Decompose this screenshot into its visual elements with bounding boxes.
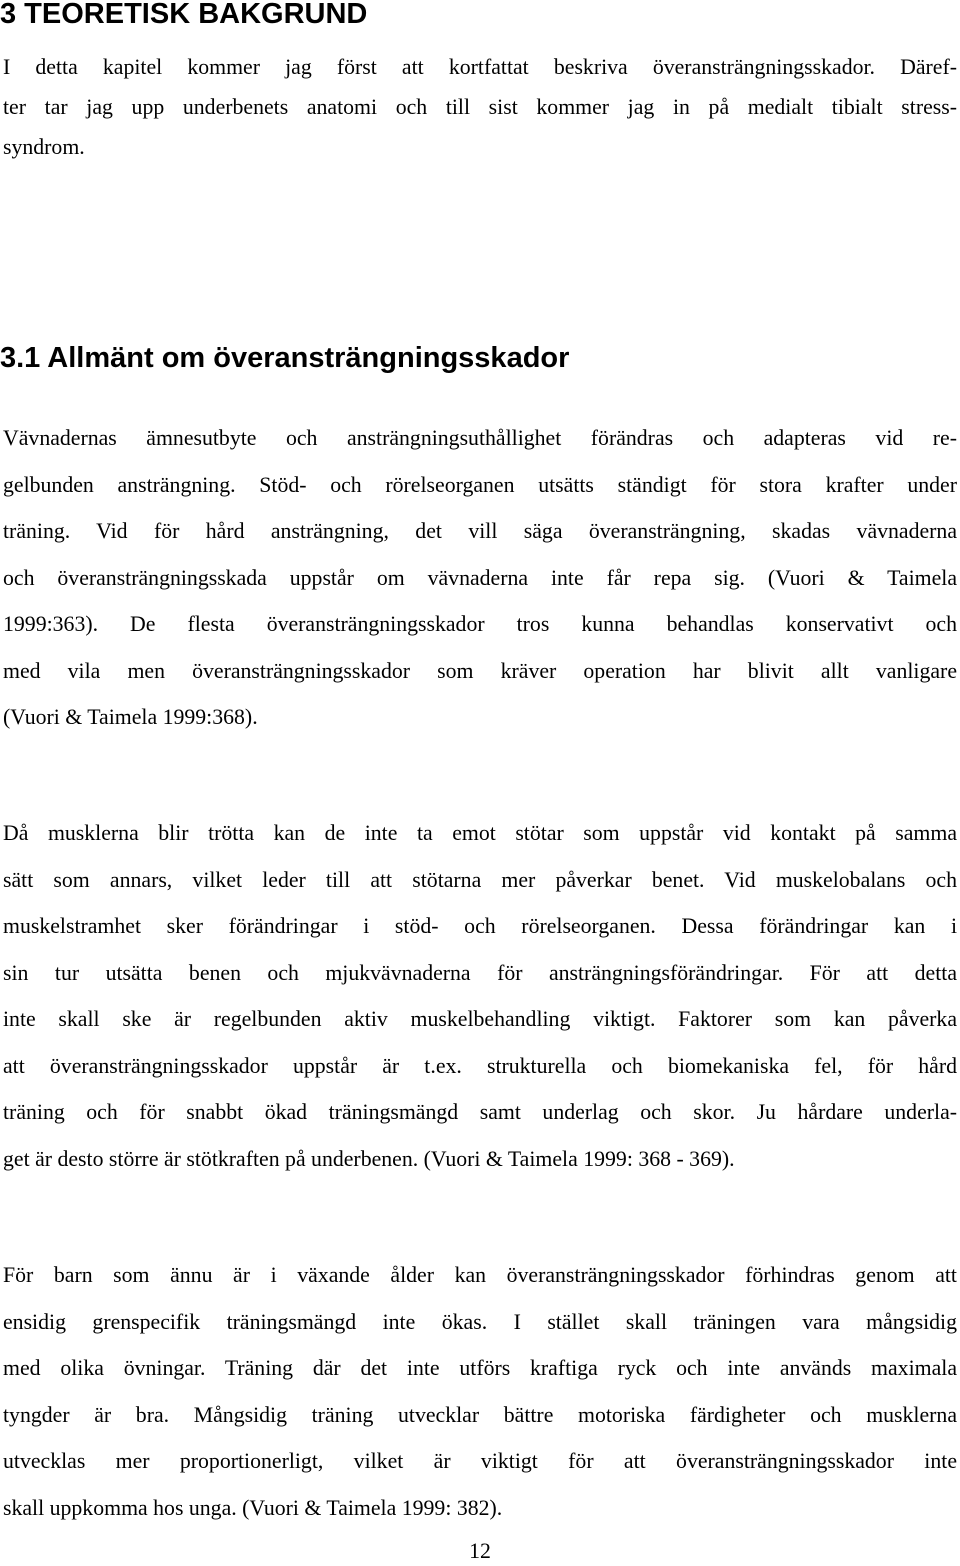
text-line: att överansträngningsskador uppstår är t.ex. strukturella och biomekaniska fel, för hård bbox=[3, 1053, 957, 1078]
text-line: get är desto större är stötkraften på underbenen. (Vuori & Taimela 1999: 368 - 369). bbox=[3, 1146, 735, 1171]
text-line: skall uppkomma hos unga. (Vuori & Taimela 1999: 382). bbox=[3, 1495, 503, 1520]
text-line: med olika övningar. Träning där det inte utförs kraftiga ryck och inte används maximala bbox=[3, 1356, 957, 1380]
text-line: sätt som annars, vilket leder till att stötarna mer påverkar benet. Vid muskelobalans och bbox=[3, 867, 957, 892]
text-line: och överansträngningsskada uppstår om vävnaderna inte får repa sig. (Vuori & Taimela bbox=[3, 565, 957, 590]
text-line: Då musklerna blir trötta kan de inte ta emot stötar som uppstår vid kontakt på samma bbox=[3, 821, 957, 845]
text-line: 1999:363). De flesta överansträngningsskador tros kunna behandlas konservativt och bbox=[3, 612, 957, 636]
intro-paragraph bbox=[3, 47, 957, 167]
text-line: gelbunden ansträngning. Stöd- och rörelseorganen utsätts ständigt för stora krafter under bbox=[3, 472, 957, 497]
text-line: utvecklas mer proportionerligt, vilket är viktigt för att överansträngningsskador inte bbox=[3, 1449, 957, 1473]
text-line: träning. Vid för hård ansträngning, det vill säga överansträngning, skadas vävnaderna bbox=[3, 519, 957, 543]
text-line: Vävnadernas ämnesutbyte och ansträngningsuthållighet förändras och adapteras vid re- bbox=[3, 426, 957, 450]
paragraph-1 bbox=[3, 415, 957, 741]
text-line: sin tur utsätta benen och mjukvävnaderna för ansträngningsförändringar. För att detta bbox=[3, 960, 957, 985]
section-heading: 3.1 Allmänt om överansträngningsskador bbox=[0, 342, 570, 374]
text-line: ter tar jag upp underbenets anatomi och till sist kommer jag in på medialt tibialt stress- bbox=[3, 95, 957, 119]
text-line: muskelstramhet sker förändringar i stöd- och rörelseorganen. Dessa förändringar kan i bbox=[3, 914, 957, 938]
paragraph-3 bbox=[3, 1252, 957, 1531]
text-line: med vila men överansträngningsskador som kräver operation har blivit allt vanligare bbox=[3, 658, 957, 683]
text-line: syndrom. bbox=[3, 135, 85, 159]
text-line: ensidig grenspecifik träningsmängd inte ökas. I stället skall träningen vara mångsidig bbox=[3, 1309, 957, 1334]
text-line: inte skall ske är regelbunden aktiv muskelbehandling viktigt. Faktorer som kan påverka bbox=[3, 1007, 957, 1031]
page-number: 12 bbox=[469, 1539, 491, 1563]
text-line: För barn som ännu är i växande ålder kan överansträngningsskador förhindras genom att bbox=[3, 1263, 957, 1287]
chapter-heading: 3 TEORETISK BAKGRUND bbox=[0, 0, 368, 30]
text-line: tyngder är bra. Mångsidig träning utvecklar bättre motoriska färdigheter och musklerna bbox=[3, 1402, 957, 1427]
paragraph-2 bbox=[3, 810, 957, 1182]
text-line: (Vuori & Taimela 1999:368). bbox=[3, 705, 258, 729]
text-line: I detta kapitel kommer jag först att kortfattat beskriva överansträngningsskador. Däref- bbox=[3, 55, 957, 79]
text-line: träning och för snabbt ökad träningsmängd samt underlag och skor. Ju hårdare underla- bbox=[3, 1100, 957, 1124]
